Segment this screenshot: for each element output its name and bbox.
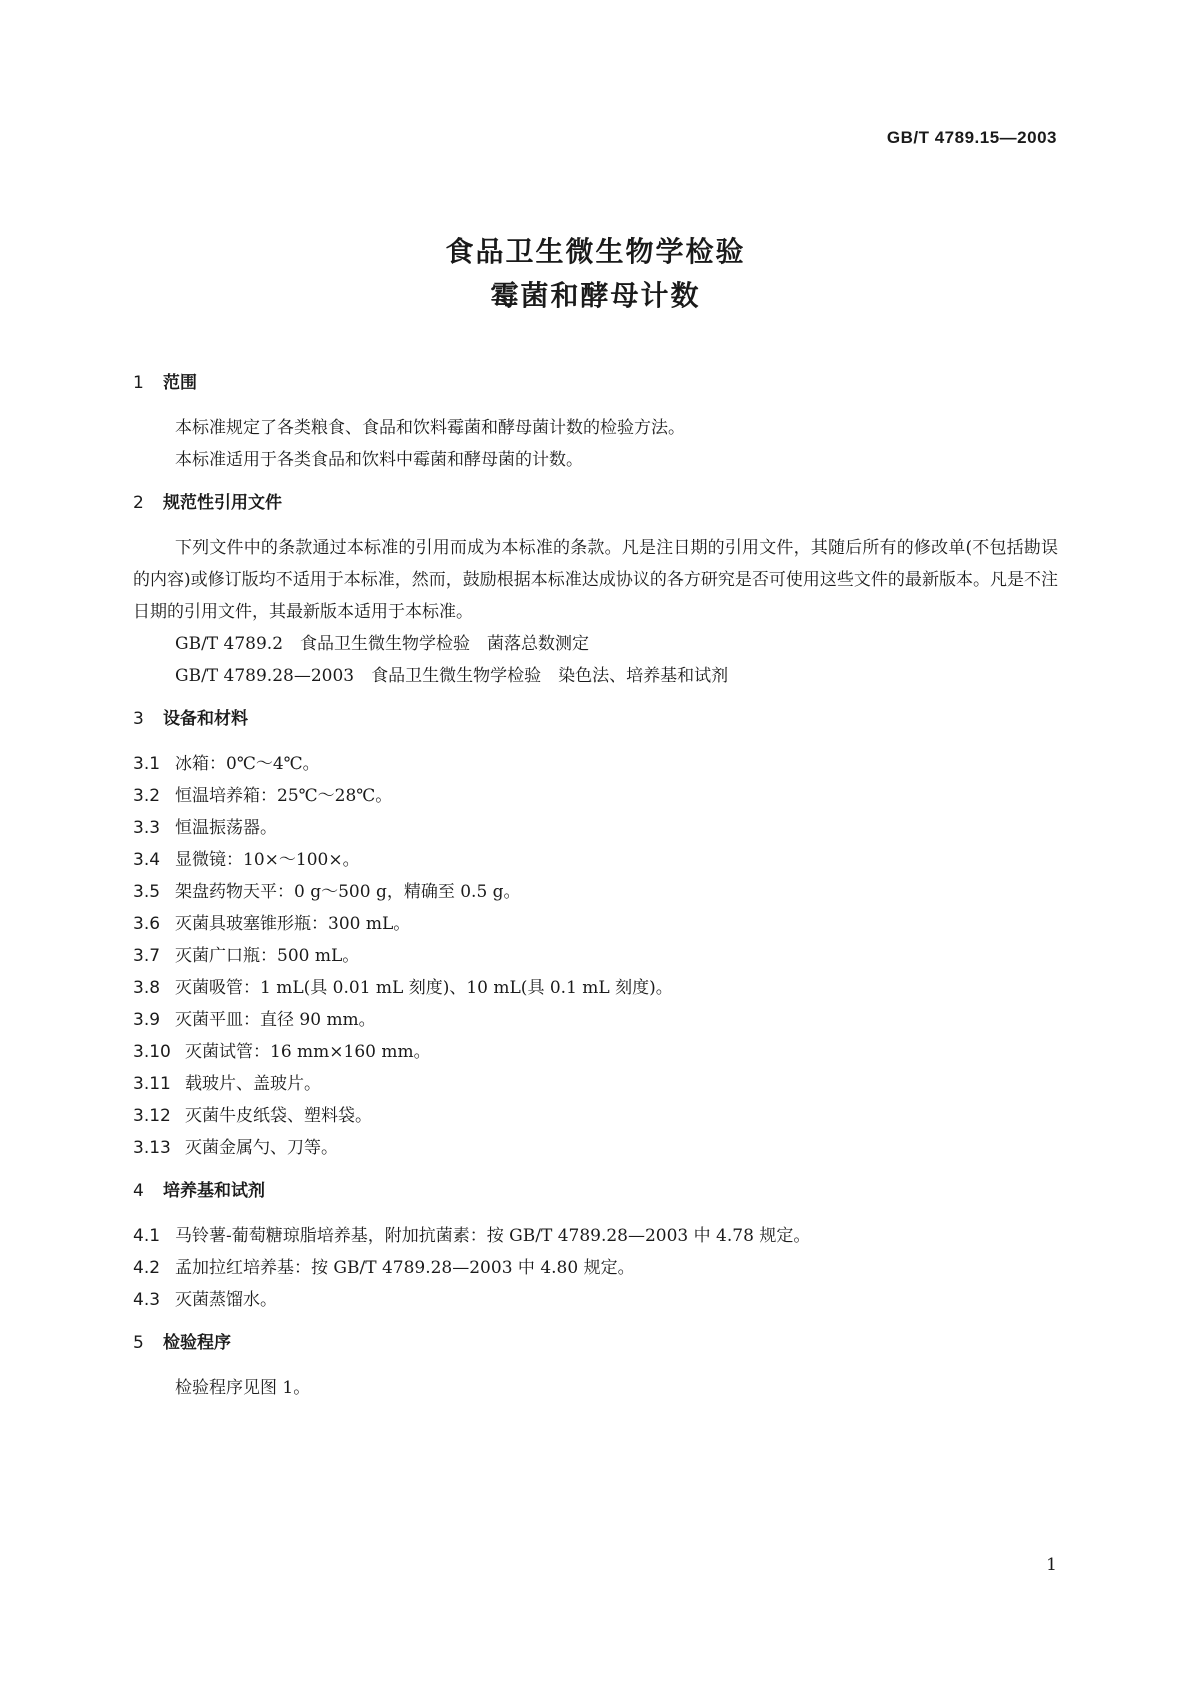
item-number: 3.11 [133, 1074, 171, 1094]
item-text: 冰箱：0℃～4℃。 [175, 754, 320, 774]
item-text: 灭菌广口瓶：500 mL。 [175, 946, 360, 966]
list-item [133, 908, 1058, 940]
section-references-body [133, 532, 1058, 692]
item-number: 3.5 [133, 882, 161, 902]
section-scope-body [133, 412, 1058, 476]
section-equipment-list [133, 748, 1058, 1164]
item-number: 3.13 [133, 1138, 171, 1158]
section-title: 检验程序 [163, 1333, 231, 1353]
standard-number: GB/T 4789.15—2003 [886, 128, 1057, 147]
section-number: 1 [133, 373, 144, 393]
section-heading-procedure [133, 1328, 1058, 1358]
list-item [133, 1100, 1058, 1132]
list-item [133, 1252, 1058, 1284]
paragraph: 本标准适用于各类食品和饮料中霉菌和酵母菌的计数。 [175, 450, 583, 470]
section-title: 范围 [163, 373, 197, 393]
item-text: 孟加拉红培养基：按 GB/T 4789.28—2003 中 4.80 规定。 [175, 1258, 635, 1278]
list-item [133, 1132, 1058, 1164]
item-text: 载玻片、盖玻片。 [185, 1074, 321, 1094]
list-item [133, 1284, 1058, 1316]
item-number: 3.2 [133, 786, 161, 806]
item-text: 架盘药物天平：0 g～500 g，精确至 0.5 g。 [175, 882, 521, 902]
item-number: 3.7 [133, 946, 161, 966]
document-body [133, 368, 1058, 1416]
item-text: 恒温振荡器。 [175, 818, 277, 838]
reference-item: GB/T 4789.2 食品卫生微生物学检验 菌落总数测定 [175, 634, 590, 654]
item-text: 灭菌吸管：1 mL(具 0.01 mL 刻度)、10 mL(具 0.1 mL 刻度)。 [175, 978, 673, 998]
item-text: 恒温培养箱：25℃～28℃。 [175, 786, 393, 806]
section-title: 培养基和试剂 [163, 1181, 265, 1201]
list-item [133, 812, 1058, 844]
section-media-list [133, 1220, 1058, 1316]
item-text: 马铃薯-葡萄糖琼脂培养基，附加抗菌素：按 GB/T 4789.28—2003 中 4.78 规定。 [175, 1226, 811, 1246]
section-heading-normative-references [133, 488, 1058, 518]
paragraph: 本标准规定了各类粮食、食品和饮料霉菌和酵母菌计数的检验方法。 [175, 418, 685, 438]
list-item [133, 1068, 1058, 1100]
item-text: 灭菌具玻塞锥形瓶：300 mL。 [175, 914, 411, 934]
document-title-line-1: 食品卫生微生物学检验 [445, 235, 746, 268]
list-item [133, 748, 1058, 780]
item-number: 4.1 [133, 1226, 161, 1246]
list-item [133, 780, 1058, 812]
item-number: 3.1 [133, 754, 161, 774]
section-number: 3 [133, 709, 144, 729]
list-item [133, 844, 1058, 876]
section-number: 2 [133, 493, 144, 513]
section-heading-media-reagents [133, 1176, 1058, 1206]
item-number: 3.12 [133, 1106, 171, 1126]
list-item [133, 1036, 1058, 1068]
item-number: 3.8 [133, 978, 161, 998]
list-item [133, 1004, 1058, 1036]
item-number: 4.2 [133, 1258, 161, 1278]
item-number: 4.3 [133, 1290, 161, 1310]
item-text: 灭菌蒸馏水。 [175, 1290, 277, 1310]
item-number: 3.9 [133, 1010, 161, 1030]
section-heading-scope [133, 368, 1058, 398]
reference-item: GB/T 4789.28—2003 食品卫生微生物学检验 染色法、培养基和试剂 [175, 666, 729, 686]
list-item [133, 876, 1058, 908]
section-title: 设备和材料 [163, 709, 248, 729]
list-item [133, 972, 1058, 1004]
item-text: 灭菌金属勺、刀等。 [185, 1138, 338, 1158]
item-number: 3.6 [133, 914, 161, 934]
page-number: 1 [1046, 1555, 1057, 1575]
item-text: 灭菌试管：16 mm×160 mm。 [185, 1042, 431, 1062]
paragraph: 下列文件中的条款通过本标准的引用而成为本标准的条款。凡是注日期的引用文件，其随后所有的修改单(不包括勘误的内容)或修订版均不适用于本标准，然而，鼓励根据本标准达成协议的各方研究是否可使用这些文件的最新版本。凡是不注日期的引用文件，其最新版本适用于本标准。 [133, 538, 1058, 622]
paragraph: 检验程序见图 1。 [175, 1378, 311, 1398]
list-item [133, 1220, 1058, 1252]
section-procedure-body [133, 1372, 1058, 1404]
section-number: 4 [133, 1181, 144, 1201]
item-number: 3.4 [133, 850, 161, 870]
item-number: 3.10 [133, 1042, 171, 1062]
document-title-line-2: 霉菌和酵母计数 [490, 279, 701, 312]
section-number: 5 [133, 1333, 144, 1353]
item-text: 灭菌平皿：直径 90 mm。 [175, 1010, 376, 1030]
list-item [133, 940, 1058, 972]
section-heading-equipment [133, 704, 1058, 734]
item-number: 3.3 [133, 818, 161, 838]
section-title: 规范性引用文件 [163, 493, 282, 513]
item-text: 显微镜：10×～100×。 [175, 850, 360, 870]
item-text: 灭菌牛皮纸袋、塑料袋。 [185, 1106, 372, 1126]
